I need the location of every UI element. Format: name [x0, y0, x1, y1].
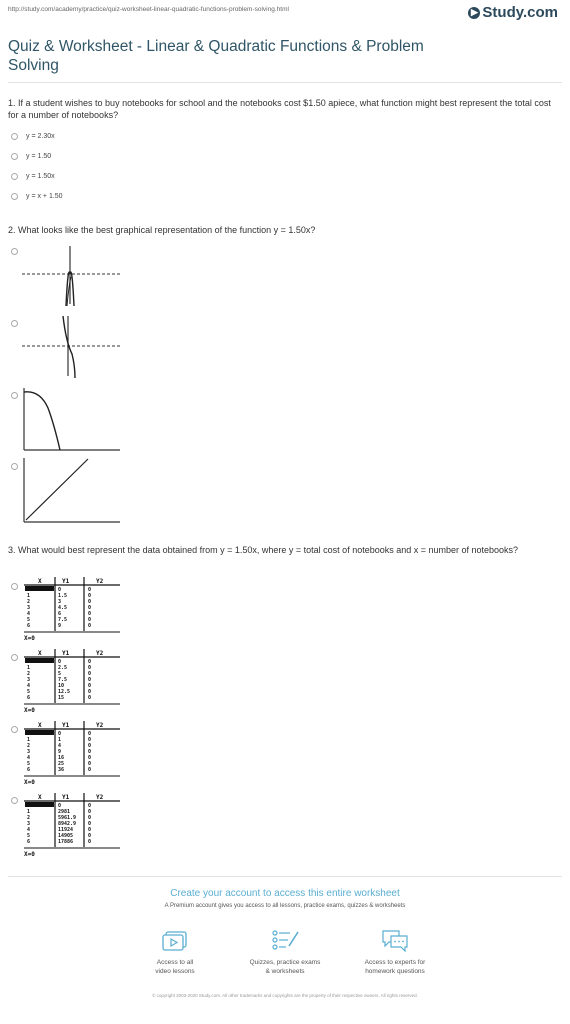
table-header: Y1 [62, 794, 70, 801]
page-title: Quiz & Worksheet - Linear & Quadratic Functions & Problem Solving [8, 38, 424, 74]
table-cell-x: 6 [27, 695, 31, 701]
table-cell-y2: 0 [88, 731, 92, 737]
table-footer: X=0 [24, 635, 35, 642]
table-footer: X=0 [24, 707, 35, 714]
table-cell-y1: 16 [58, 755, 65, 761]
table-cell-y1: 0 [58, 587, 62, 593]
table-cell-y2: 0 [88, 803, 92, 809]
page-url: http://study.com/academy/practice/quiz-worksheet-linear-quadratic-functions-problem-solving.html [8, 6, 289, 13]
chat-experts-icon [380, 928, 410, 952]
table-cell-x: 0 [27, 803, 31, 809]
table-cell-y2: 0 [88, 683, 92, 689]
table-cell-y1: 9 [58, 749, 62, 755]
table-cell-y2: 0 [88, 743, 92, 749]
radio-button[interactable] [11, 193, 18, 200]
table-cell-x: 2 [27, 671, 31, 677]
feature-line: Quizzes, practice exams [249, 959, 321, 966]
table-cell-y1: 4.5 [58, 605, 68, 611]
question-1-text: 1. If a student wishes to buy notebooks for school and the notebooks cost $1.50 apiece, what function might best represent the total cost for a number of notebooks? [8, 98, 551, 120]
table-header: Y2 [96, 578, 104, 585]
table-cell-y1: 1.5 [58, 593, 68, 599]
table-cell-x: 0 [27, 659, 31, 665]
calculator-table-c [22, 720, 122, 786]
table-cell-x: 6 [27, 767, 31, 773]
table-cell-y1: 0 [58, 731, 62, 737]
question-1-option-a[interactable] [11, 133, 55, 140]
table-cell-y1: 1 [58, 737, 62, 743]
table-cell-x: 4 [27, 827, 31, 833]
table-cell-x: 4 [27, 611, 31, 617]
calculator-table-a [22, 576, 122, 642]
table-cell-y2: 0 [88, 809, 92, 815]
option-label: y = 2.30x [26, 133, 55, 140]
table-cell-y1: 0 [58, 659, 62, 665]
option-label: y = 1.50 [26, 153, 52, 160]
question-2-option-d-radio[interactable] [11, 463, 18, 470]
feature-line: homework questions [365, 968, 425, 975]
table-cell-x: 4 [27, 755, 31, 761]
question-3-text: 3. What would best represent the data obtained from y = 1.50x, where y = total cost of notebooks and x = number of notebooks? [8, 545, 519, 555]
table-cell-y1: 5 [58, 671, 62, 677]
table-cell-y1: 2.5 [58, 665, 68, 671]
calculator-table-b [22, 648, 122, 714]
table-header: X [38, 794, 42, 801]
table-cell-y2: 0 [88, 689, 92, 695]
table-cell-y1: 25 [58, 761, 65, 767]
table-cell-y2: 0 [88, 659, 92, 665]
table-header: X [38, 650, 42, 657]
feature-line: Access to all [156, 959, 194, 966]
table-cell-y2: 0 [88, 767, 92, 773]
table-cell-x: 5 [27, 689, 31, 695]
table-header: Y1 [62, 722, 70, 729]
graph-option-c [20, 386, 122, 452]
table-cell-y1: 7.5 [58, 617, 68, 623]
table-cell-y2: 0 [88, 821, 92, 827]
question-3-option-c-radio[interactable] [11, 726, 18, 733]
table-cell-y2: 0 [88, 755, 92, 761]
feature-line: video lessons [155, 968, 195, 975]
table-cell-x: 1 [27, 665, 31, 671]
table-cell-x: 3 [27, 605, 31, 611]
table-cell-x: 1 [27, 809, 31, 815]
table-cell-y1: 3 [58, 599, 62, 605]
question-2-option-a-radio[interactable] [11, 248, 18, 255]
graph-option-d [20, 456, 122, 524]
feature-video-lessons [115, 928, 235, 976]
radio-button[interactable] [11, 153, 18, 160]
table-cell-y1: 0 [58, 803, 62, 809]
table-cell-y2: 0 [88, 605, 92, 611]
option-label: y = x + 1.50 [26, 193, 63, 200]
table-cell-y2: 0 [88, 623, 92, 629]
table-cell-x: 5 [27, 833, 31, 839]
table-cell-y2: 0 [88, 665, 92, 671]
table-cell-x: 1 [27, 593, 31, 599]
question-2-text: 2. What looks like the best graphical representation of the function y = 1.50x? [8, 225, 316, 235]
table-cell-y2: 0 [88, 617, 92, 623]
option-label: y = 1.50x [26, 173, 55, 180]
table-cell-y1: 2981 [58, 809, 71, 815]
question-3-option-b-radio[interactable] [11, 654, 18, 661]
table-cell-y2: 0 [88, 749, 92, 755]
question-1-option-b[interactable] [11, 153, 51, 160]
table-footer: X=0 [24, 851, 35, 858]
question-1-option-c[interactable] [11, 173, 55, 180]
table-header: Y2 [96, 794, 104, 801]
table-cell-y2: 0 [88, 761, 92, 767]
table-cell-y2: 0 [88, 839, 92, 845]
question-2-option-b-radio[interactable] [11, 320, 18, 327]
question-3-option-a-radio[interactable] [11, 583, 18, 590]
copyright-text: © copyright 2003-2020 Study.com. All other trademarks and copyrights are the property of their respective owners. All rights reserved. [152, 993, 418, 998]
table-cell-x: 5 [27, 617, 31, 623]
table-cell-y2: 0 [88, 827, 92, 833]
table-header: X [38, 578, 42, 585]
table-header: Y1 [62, 650, 70, 657]
table-footer: X=0 [24, 779, 35, 786]
video-lessons-icon [160, 928, 190, 952]
table-cell-y1: 9 [58, 623, 62, 629]
feature-line: & worksheets [265, 968, 305, 975]
worksheets-icon [270, 928, 300, 952]
title-divider [8, 82, 562, 83]
table-cell-x: 5 [27, 761, 31, 767]
footer-divider [8, 876, 562, 877]
question-2-option-c-radio[interactable] [11, 392, 18, 399]
table-cell-y1: 4 [58, 743, 62, 749]
graph-option-b [20, 314, 122, 378]
table-cell-y2: 0 [88, 599, 92, 605]
table-cell-x: 4 [27, 683, 31, 689]
table-cell-x: 3 [27, 749, 31, 755]
table-cell-y2: 0 [88, 815, 92, 821]
table-cell-y1: 5961.9 [58, 815, 77, 821]
logo-text: Study.com [482, 4, 558, 21]
logo-mark-icon: ▶ [468, 7, 480, 19]
table-cell-x: 2 [27, 815, 31, 821]
question-3-option-d-radio[interactable] [11, 797, 18, 804]
table-cell-y1: 11924 [58, 827, 74, 833]
table-cell-x: 2 [27, 599, 31, 605]
create-account-link[interactable]: Create your account to access this entire worksheet [170, 888, 400, 899]
table-cell-x: 6 [27, 839, 31, 845]
table-cell-y2: 0 [88, 737, 92, 743]
premium-subtitle: A Premium account gives you access to all lessons, practice exams, quizzes & worksheets [164, 903, 406, 909]
table-cell-y2: 0 [88, 695, 92, 701]
table-cell-x: 2 [27, 743, 31, 749]
radio-button[interactable] [11, 173, 18, 180]
table-cell-y1: 10 [58, 683, 65, 689]
table-cell-x: 6 [27, 623, 31, 629]
question-1-option-d[interactable] [11, 193, 63, 200]
feature-worksheets [225, 928, 345, 976]
table-cell-y1: 8942.9 [58, 821, 77, 827]
table-header: Y2 [96, 650, 104, 657]
table-cell-y1: 17886 [58, 839, 74, 845]
feature-experts [335, 928, 455, 976]
table-cell-y2: 0 [88, 611, 92, 617]
table-cell-y1: 36 [58, 767, 65, 773]
graph-option-a [20, 244, 122, 306]
feature-line: Access to experts for [364, 959, 426, 966]
table-cell-x: 0 [27, 731, 31, 737]
table-header: Y2 [96, 722, 104, 729]
table-cell-x: 0 [27, 587, 31, 593]
table-cell-y1: 7.5 [58, 677, 68, 683]
table-cell-x: 3 [27, 821, 31, 827]
table-cell-y2: 0 [88, 587, 92, 593]
table-cell-y1: 15 [58, 695, 65, 701]
table-header: Y1 [62, 578, 70, 585]
study-logo[interactable] [468, 4, 558, 21]
table-cell-y1: 6 [58, 611, 62, 617]
radio-button[interactable] [11, 133, 18, 140]
calculator-table-d [22, 792, 122, 858]
table-cell-x: 3 [27, 677, 31, 683]
table-cell-y2: 0 [88, 677, 92, 683]
table-header: X [38, 722, 42, 729]
table-cell-y2: 0 [88, 593, 92, 599]
table-cell-y1: 12.5 [58, 689, 71, 695]
table-cell-y2: 0 [88, 671, 92, 677]
table-cell-x: 1 [27, 737, 31, 743]
table-cell-y1: 14905 [58, 833, 74, 839]
table-cell-y2: 0 [88, 833, 92, 839]
